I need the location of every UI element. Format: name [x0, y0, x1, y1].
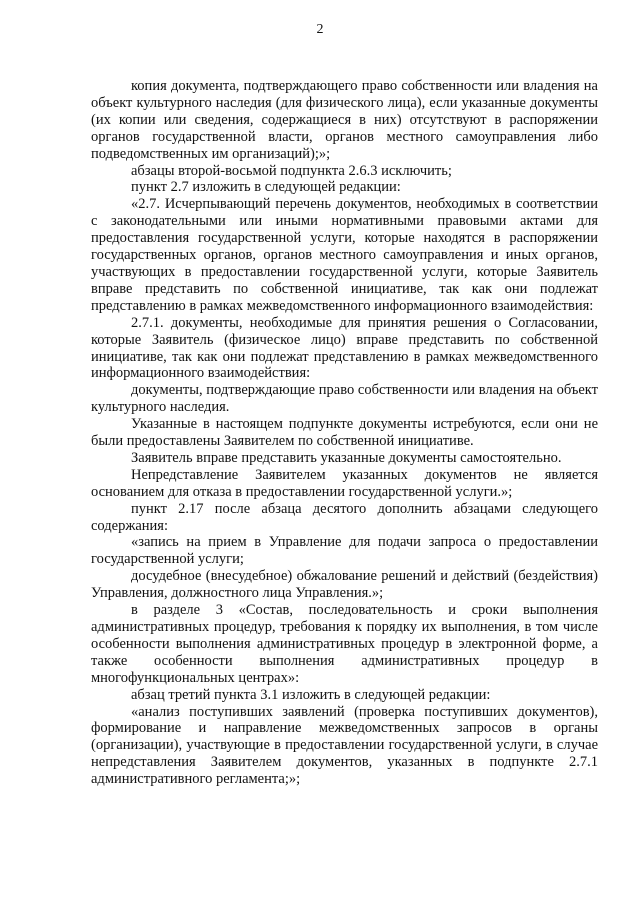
paragraph: документы, подтверждающие право собственности или владения на объект культурного наследия.: [91, 382, 598, 416]
page-number: 2: [316, 22, 324, 37]
paragraph: «запись на прием в Управление для подачи запроса о предоставлении государственной услуги;: [91, 534, 598, 568]
paragraph: «анализ поступивших заявлений (проверка поступивших документов), формирование и направление межведомственных запросов в органы (организации), участвующие в предоставлении государственной услуги, в случае непредставления Заявителем документов, указанных в подпункте 2.7.1 административного регламента;»;: [91, 703, 598, 788]
paragraph: Непредставление Заявителем указанных документов не является основанием для отказа в предоставлении государственной услуги.»;: [91, 466, 598, 500]
paragraph: Заявитель вправе представить указанные документы самостоятельно.: [131, 449, 562, 466]
paragraph: досудебное (внесудебное) обжалование решений и действий (бездействия) Управления, должностного лица Управления.»;: [91, 568, 598, 602]
paragraph: 2.7.1. документы, необходимые для принятия решения о Согласовании, которые Заявитель (физическое лицо) вправе представить по собственной инициативе, так как они подлежат представлению в рамках межведомственного информационного взаимодействия:: [91, 314, 598, 382]
paragraph: абзац третий пункта 3.1 изложить в следующей редакции:: [131, 686, 491, 703]
paragraph: в разделе 3 «Состав, последовательность и сроки выполнения административных процедур, требования к порядку их выполнения, в том числе особенности выполнения административных процедур в электронной форме, а также особенности выполнения административных процедур в многофункциональных центрах»:: [91, 602, 598, 686]
paragraph: копия документа, подтверждающего право собственности или владения на объект культурного наследия (для физического лица), если указанные документы (их копии или сведения, содержащиеся в них) отсутствуют в распоряжении органов государственной власти, органов местного самоуправления либо подведомственных им организаций);»;: [91, 78, 598, 162]
document-body: [91, 78, 598, 788]
paragraph: «2.7. Исчерпывающий перечень документов, необходимых в соответствии с законодательными или иными нормативными правовыми актами для предоставления государственной услуги, которые находятся в распоряжении государственных органов, органов местного самоуправления и иных органов, участвующих в предоставлении государственной услуги, которые Заявитель вправе представить по собственной инициативе, так как они подлежат представлению в рамках межведомственного информационного взаимодействия:: [91, 196, 598, 314]
paragraph: Указанные в настоящем подпункте документы истребуются, если они не были предоставлены Заявителем по собственной инициативе.: [91, 416, 598, 450]
paragraph: пункт 2.17 после абзаца десятого дополнить абзацами следующего содержания:: [91, 500, 598, 534]
paragraph: абзацы второй-восьмой подпункта 2.6.3 исключить;: [131, 162, 452, 179]
paragraph: пункт 2.7 изложить в следующей редакции:: [131, 179, 401, 196]
